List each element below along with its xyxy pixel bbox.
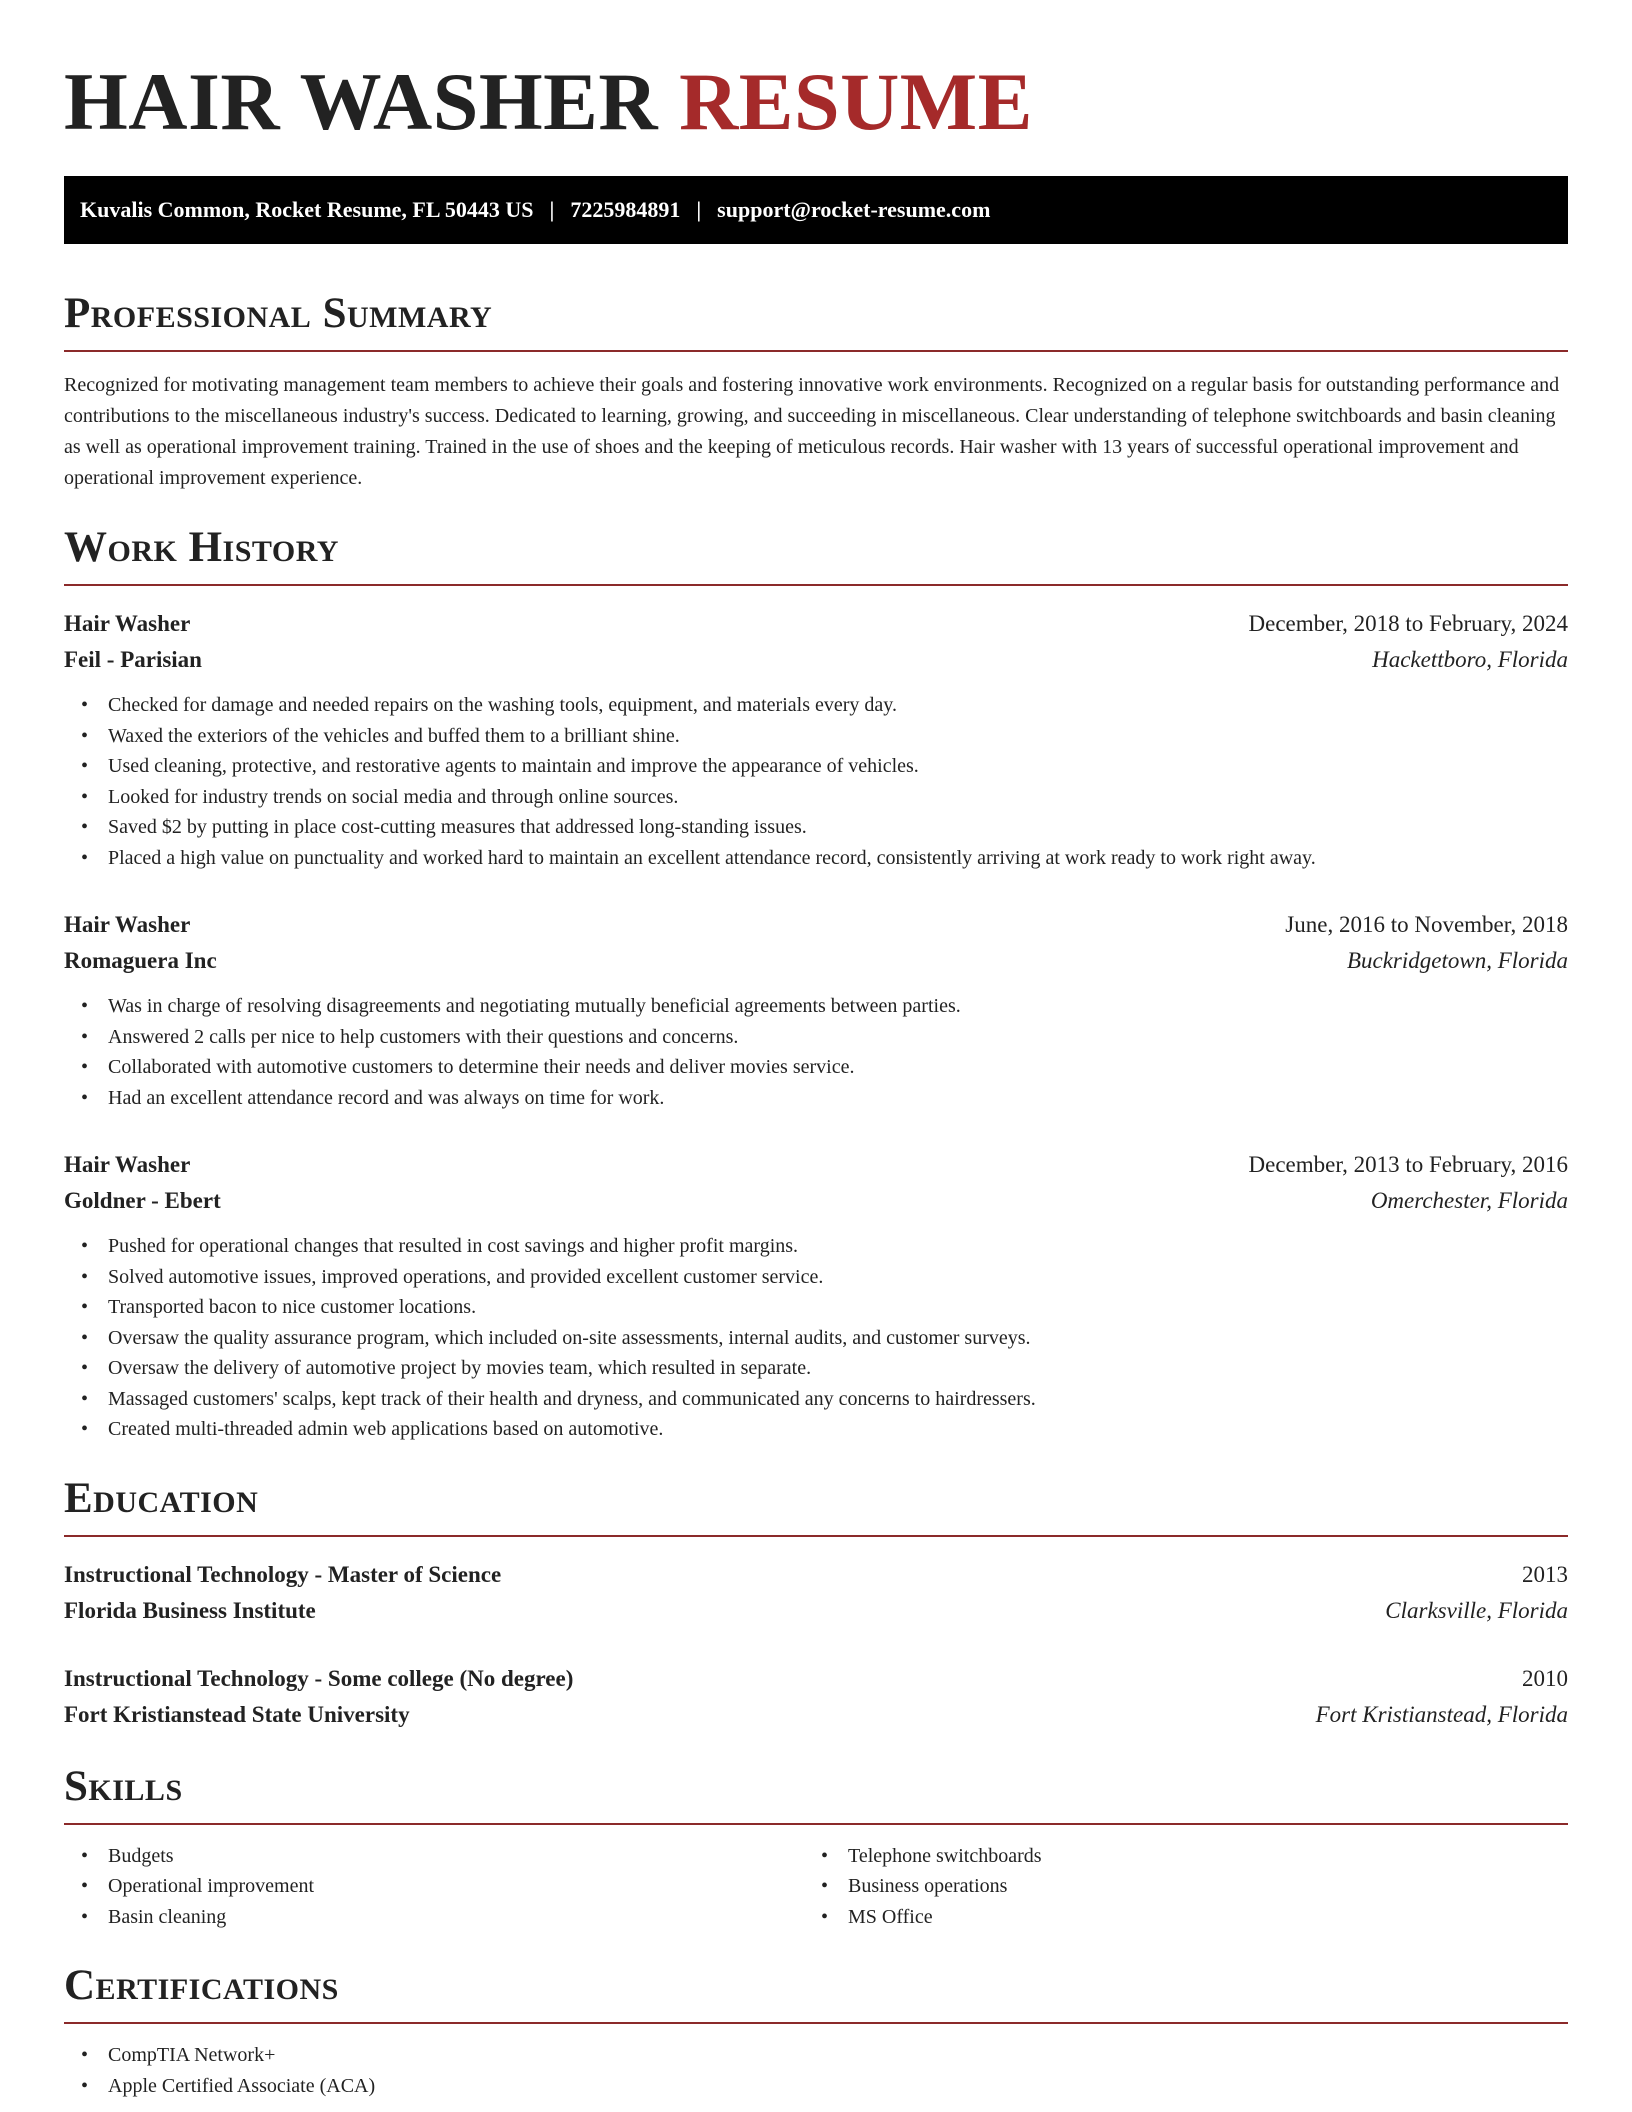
job-location: Hackettboro, Florida: [1372, 647, 1568, 672]
education-entry: [64, 1661, 1568, 1733]
skill-item: • Telephone switchboards: [804, 1841, 1544, 1872]
job-title: Hair Washer: [64, 611, 191, 636]
certification-item: • Apple Certified Associate (ACA): [64, 2071, 1568, 2102]
job-location: Omerchester, Florida: [1370, 1188, 1568, 1213]
certification-item: • CompTIA Network+: [64, 2040, 1568, 2071]
job-title-row: [64, 1147, 1568, 1183]
education-school: Fort Kristianstead State University: [64, 1701, 410, 1727]
education-degree-row: [64, 1661, 1568, 1697]
skills-right-column: [804, 1841, 1544, 1933]
job-bullet: • Oversaw the delivery of automotive project by movies team, which resulted in separate.: [64, 1353, 1568, 1384]
job-bullet: • Pushed for operational changes that resulted in cost savings and higher profit margins.: [64, 1231, 1568, 1262]
job-bullet: • Solved automotive issues, improved operations, and provided excellent customer service.: [64, 1262, 1568, 1293]
job-bullets: [64, 991, 1568, 1113]
summary-section: [64, 288, 1568, 494]
section-divider: [64, 584, 1568, 586]
section-heading: Certifications: [64, 1962, 339, 2009]
job-bullet: • Waxed the exteriors of the vehicles and buffed them to a brilliant shine.: [64, 721, 1568, 752]
education-school-row: [64, 1697, 1568, 1733]
job-title-row: [64, 907, 1568, 943]
job-company: Feil - Parisian: [64, 647, 202, 672]
education-list: [64, 1557, 1568, 1733]
skills-section: [64, 1761, 1568, 1933]
job-title: Hair Washer: [64, 1152, 191, 1177]
job-bullet: • Used cleaning, protective, and restorative agents to maintain and improve the appearance of vehicles.: [64, 751, 1568, 782]
job-list: [64, 606, 1568, 1445]
skill-item: • Operational improvement: [64, 1871, 804, 1902]
job-company-row: [64, 943, 1568, 979]
job-bullet: • Looked for industry trends on social media and through online sources.: [64, 782, 1568, 813]
job-bullet: • Collaborated with automotive customers to determine their needs and deliver movies service.: [64, 1052, 1568, 1083]
certifications-section: [64, 1960, 1568, 2101]
education-degree: Instructional Technology - Master of Science: [64, 1561, 502, 1587]
job-company: Goldner - Ebert: [64, 1188, 221, 1213]
contact-email: support@rocket-resume.com: [717, 197, 991, 222]
job-bullet: • Saved $2 by putting in place cost-cutting measures that addressed long-standing issues.: [64, 812, 1568, 843]
contact-bar: [64, 176, 1568, 244]
education-degree: Instructional Technology - Some college (No degree): [64, 1665, 574, 1691]
education-section: [64, 1473, 1568, 1733]
job-title: Hair Washer: [64, 912, 191, 937]
section-divider: [64, 1823, 1568, 1825]
job-company: Romaguera Inc: [64, 948, 217, 973]
education-degree-row: [64, 1557, 1568, 1593]
job-bullet: • Had an excellent attendance record and was always on time for work.: [64, 1083, 1568, 1114]
job-dates: December, 2018 to February, 2024: [1248, 611, 1568, 636]
skills-columns: [64, 1841, 1568, 1933]
section-heading: Work History: [64, 524, 339, 571]
education-school-row: [64, 1593, 1568, 1629]
section-heading: Skills: [64, 1762, 183, 1810]
education-location: Clarksville, Florida: [1385, 1597, 1568, 1623]
job-bullet: • Checked for damage and needed repairs on the washing tools, equipment, and materials every day.: [64, 690, 1568, 721]
job-bullet: • Transported bacon to nice customer locations.: [64, 1292, 1568, 1323]
job-location: Buckridgetown, Florida: [1346, 948, 1568, 973]
certifications-list: [64, 2040, 1568, 2101]
skill-item: • Business operations: [804, 1871, 1544, 1902]
job-bullets: [64, 690, 1568, 873]
skill-item: • Basin cleaning: [64, 1902, 804, 1933]
job-bullet: • Created multi-threaded admin web applications based on automotive.: [64, 1414, 1568, 1445]
section-divider: [64, 350, 1568, 352]
resume-title: [64, 52, 1568, 152]
job-entry: [64, 1147, 1568, 1445]
job-dates: June, 2016 to November, 2018: [1285, 912, 1568, 937]
resume-content: [64, 52, 1568, 2101]
title-job: HAIR WASHER: [64, 56, 659, 147]
title-resume-word: RESUME: [679, 56, 1033, 147]
skill-item: • Budgets: [64, 1841, 804, 1872]
job-company-row: [64, 1183, 1568, 1219]
contact-address: Kuvalis Common, Rocket Resume, FL 50443 US: [80, 197, 534, 222]
contact-separator: |: [696, 197, 702, 222]
section-heading: Professional Summary: [64, 290, 493, 337]
education-year: 2010: [1522, 1665, 1568, 1691]
section-heading: Education: [64, 1474, 259, 1522]
job-company-row: [64, 642, 1568, 678]
education-location: Fort Kristianstead, Florida: [1315, 1701, 1568, 1727]
job-entry: [64, 606, 1568, 873]
job-bullet: • Was in charge of resolving disagreements and negotiating mutually beneficial agreements between parties.: [64, 991, 1568, 1022]
skills-left-column: [64, 1841, 804, 1933]
education-year: 2013: [1522, 1561, 1568, 1587]
section-divider: [64, 2022, 1568, 2024]
work-history-section: [64, 522, 1568, 1445]
job-bullet: • Answered 2 calls per nice to help customers with their questions and concerns.: [64, 1022, 1568, 1053]
summary-text: Recognized for motivating management team members to achieve their goals and fostering innovative work environments. Recognized on a regular basis for outstanding performance and contributions to the miscellaneous industry's success. Dedicated to learning, growing, and succeeding in miscellaneous. Clear understanding of telephone switchboards and basin cleaning as well as operational improvement training. Trained in the use of shoes and the keeping of meticulous records. Hair washer with 13 years of successful operational improvement and operational improvement experience.: [64, 374, 1560, 489]
job-bullets: [64, 1231, 1568, 1445]
job-bullet: • Placed a high value on punctuality and worked hard to maintain an excellent attendance record, consistently arriving at work ready to work right away.: [64, 843, 1568, 874]
contact-phone: 7225984891: [570, 197, 681, 222]
section-divider: [64, 1535, 1568, 1537]
job-dates: December, 2013 to February, 2016: [1248, 1152, 1568, 1177]
job-bullet: • Massaged customers' scalps, kept track of their health and dryness, and communicated any concerns to hairdressers.: [64, 1384, 1568, 1415]
job-bullet: • Oversaw the quality assurance program, which included on-site assessments, internal audits, and customer surveys.: [64, 1323, 1568, 1354]
education-school: Florida Business Institute: [64, 1597, 316, 1623]
job-entry: [64, 907, 1568, 1113]
job-title-row: [64, 606, 1568, 642]
education-entry: [64, 1557, 1568, 1629]
contact-separator: |: [549, 197, 555, 222]
skill-item: • MS Office: [804, 1902, 1544, 1933]
